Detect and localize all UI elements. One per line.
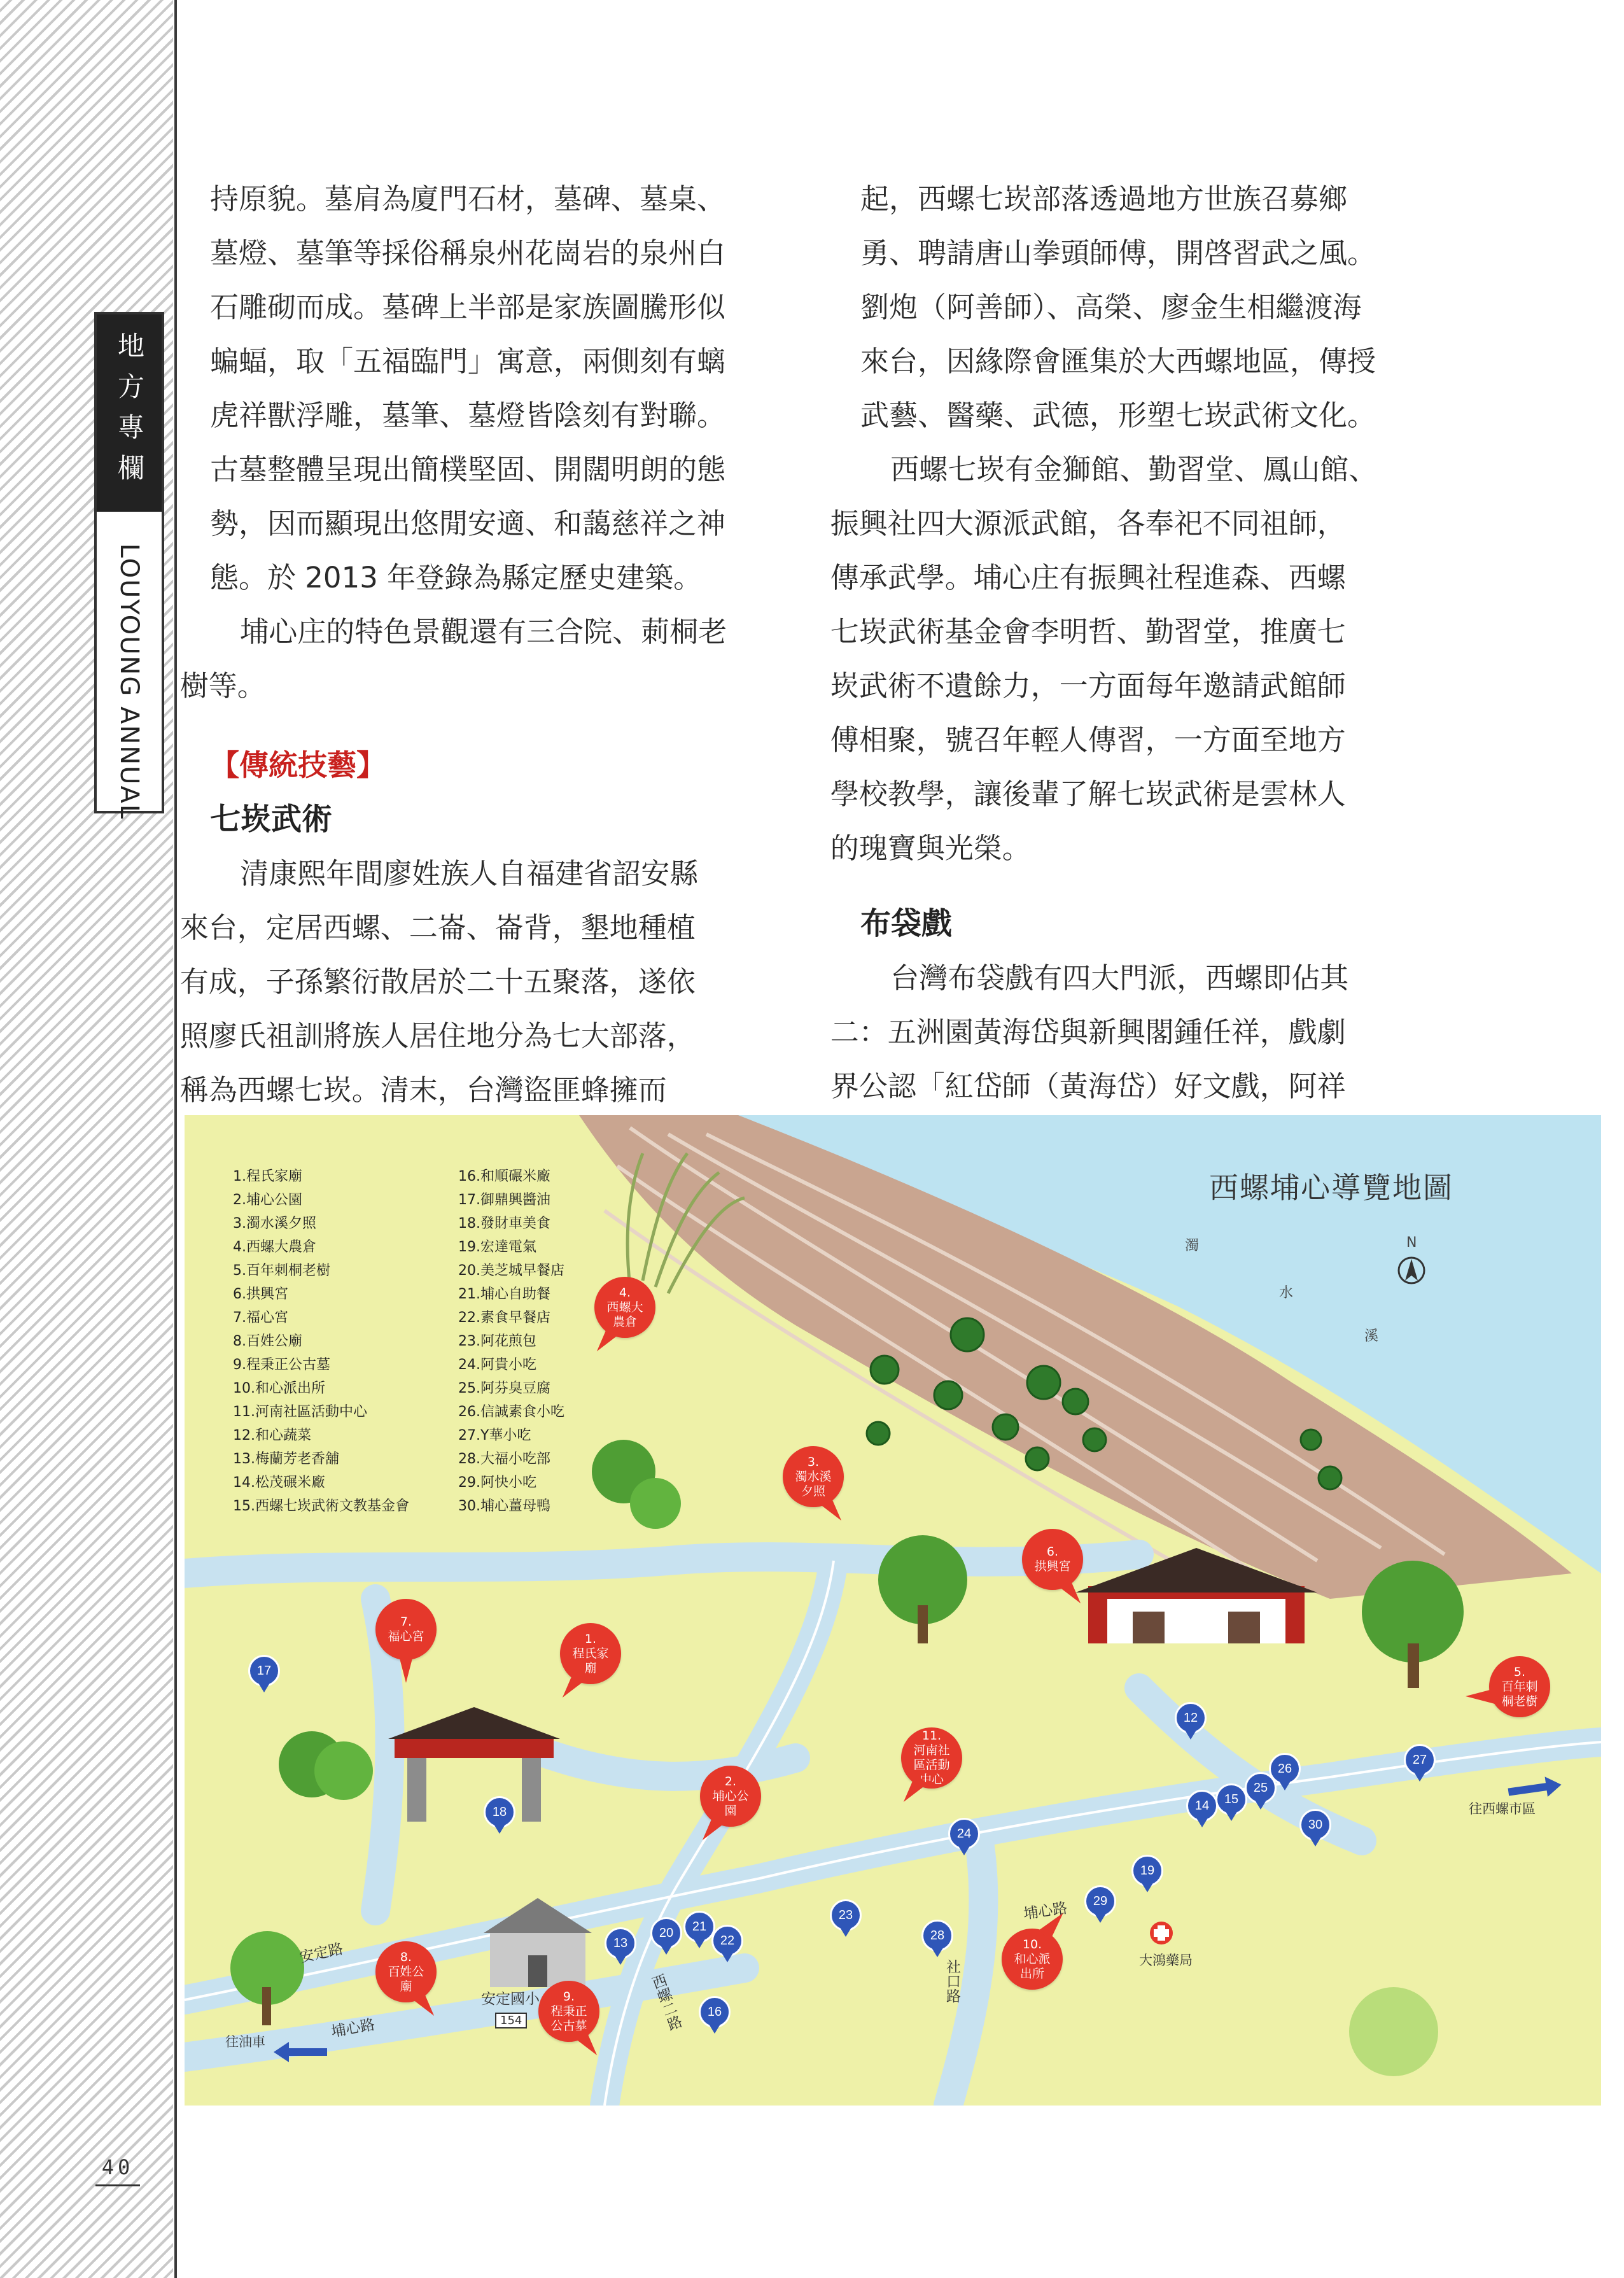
text-line: 墓燈、墓筆等採俗稱泉州花崗岩的泉州白 bbox=[210, 236, 726, 270]
column-tab bbox=[94, 312, 164, 820]
legend-item: 15.西螺七崁武術文教基金會 bbox=[233, 1498, 409, 1514]
left-paragraph-3 bbox=[179, 847, 821, 1117]
school-label: 安定國小 bbox=[481, 1991, 540, 2007]
text-line: 崁武術不遺餘力，一方面每年邀請武館師 bbox=[830, 669, 1346, 703]
river-label-char: 濁 bbox=[1185, 1238, 1200, 1254]
right-paragraph-2 bbox=[830, 442, 1471, 875]
legend-item: 14.松茂碾米廠 bbox=[233, 1475, 325, 1491]
north-label: N bbox=[1406, 1235, 1417, 1251]
text-line: 虎祥獸浮雕，墓筆、墓燈皆陰刻有對聯。 bbox=[210, 398, 726, 432]
text-line: 有成，子孫繁衍散居於二十五聚落，遂依 bbox=[179, 965, 696, 999]
text-line: 劉炮（阿善師）、高榮、廖金生相繼渡海 bbox=[860, 290, 1362, 324]
map-marker-26[interactable]: 26 bbox=[1269, 1753, 1301, 1785]
map-marker-30[interactable]: 30 bbox=[1299, 1809, 1331, 1841]
legend-item: 28.大福小吃部 bbox=[458, 1451, 550, 1467]
ancestral-hall-gate bbox=[388, 1707, 560, 1822]
map-pin-gongxing-temple[interactable] bbox=[1022, 1529, 1083, 1590]
legend-item: 7.福心宮 bbox=[233, 1310, 288, 1326]
text-line: 起，西螺七崁部落透過地方世族召募鄉 bbox=[860, 182, 1348, 216]
pin-label: 8. 百姓公廟 bbox=[388, 1950, 424, 1993]
text-line: 七崁武術基金會李明哲、勤習堂，推廣七 bbox=[830, 615, 1346, 649]
legend-item: 9.程秉正公古墓 bbox=[233, 1357, 330, 1373]
map-pin-old-coral-tree[interactable] bbox=[1489, 1656, 1550, 1717]
map-marker-27[interactable]: 27 bbox=[1404, 1744, 1436, 1776]
sub-heading-puppetry: 布袋戲 bbox=[860, 906, 953, 941]
right-paragraph-3 bbox=[830, 951, 1471, 1113]
text-line: 古墓整體呈現出簡樸堅固、開闊明朗的態 bbox=[210, 453, 726, 486]
right-paragraph-1 bbox=[860, 172, 1471, 442]
legend-item: 16.和順碾米廠 bbox=[458, 1169, 550, 1185]
river-label-char: 溪 bbox=[1364, 1328, 1379, 1344]
map-pin-henan-community-center[interactable] bbox=[901, 1727, 962, 1789]
legend-item: 5.百年刺桐老樹 bbox=[233, 1263, 330, 1279]
legend-item: 27.Y華小吃 bbox=[458, 1428, 531, 1444]
map-pin-river-sunset[interactable] bbox=[783, 1446, 844, 1507]
map-marker-24[interactable]: 24 bbox=[948, 1818, 980, 1850]
map-title: 西螺埔心導覽地圖 bbox=[1209, 1171, 1453, 1205]
pin-label: 2. 埔心公園 bbox=[712, 1774, 749, 1818]
map-marker-19[interactable]: 19 bbox=[1131, 1855, 1163, 1887]
margin-rule bbox=[174, 0, 177, 2278]
pin-label: 3. 濁水溪夕照 bbox=[795, 1454, 832, 1498]
legend-item: 1.程氏家廟 bbox=[233, 1169, 302, 1185]
legend-item: 4.西螺大農倉 bbox=[233, 1239, 316, 1255]
text-line: 傳承武學。埔心庄有振興社程進森、西螺 bbox=[830, 561, 1346, 594]
text-line: 二：五洲園黃海岱與新興閣鍾任祥，戲劇 bbox=[830, 1015, 1346, 1049]
map-marker-16[interactable]: 16 bbox=[699, 1996, 731, 2028]
pin-label: 10. 和心派出所 bbox=[1014, 1937, 1051, 1981]
text-line: 稱為西螺七崁。清末，台灣盜匪蜂擁而 bbox=[179, 1073, 667, 1107]
legend-item: 2.埔心公園 bbox=[233, 1192, 302, 1208]
page-number: 40 bbox=[95, 2150, 140, 2186]
legend-item: 17.御鼎興醬油 bbox=[458, 1192, 550, 1208]
legend-item: 20.美芝城早餐店 bbox=[458, 1263, 564, 1279]
map-pin-cheng-tomb[interactable] bbox=[538, 1981, 599, 2042]
legend-item: 26.信誠素食小吃 bbox=[458, 1404, 564, 1420]
text-line: 態。於 2013 年登錄為縣定歷史建築。 bbox=[210, 561, 703, 594]
map-marker-12[interactable]: 12 bbox=[1175, 1702, 1207, 1734]
road-label-anding: 安定路 bbox=[298, 1941, 345, 1966]
pin-label: 11. 河南社區活動中心 bbox=[913, 1729, 950, 1787]
text-line: 界公認「紅岱師（黃海岱）好文戲，阿祥 bbox=[830, 1069, 1346, 1103]
map-marker-20[interactable]: 20 bbox=[650, 1917, 682, 1949]
map-marker-22[interactable]: 22 bbox=[711, 1925, 743, 1957]
legend-item: 12.和心蔬菜 bbox=[233, 1428, 311, 1444]
text-line: 蝙蝠，取「五福臨門」寓意，兩側刻有螭 bbox=[210, 344, 726, 378]
text-line: 西螺七崁有金獅館、勤習堂、鳳山館、 bbox=[890, 453, 1378, 486]
map-marker-29[interactable]: 29 bbox=[1084, 1885, 1116, 1917]
left-paragraph-1 bbox=[210, 172, 821, 605]
column-tab-zh-text: 地方專欄 bbox=[114, 332, 145, 495]
map-pin-cheng-ancestral-hall[interactable] bbox=[560, 1623, 621, 1684]
legend-item: 10.和心派出所 bbox=[233, 1381, 325, 1396]
map-pin-fuxin-temple[interactable] bbox=[375, 1599, 437, 1660]
text-line: 勇、聘請唐山拳頭師傅，開啓習武之風。 bbox=[860, 236, 1376, 270]
route-154-sign: 154 bbox=[495, 2013, 527, 2028]
map-pin-hexin-police[interactable] bbox=[1002, 1929, 1063, 1990]
section-heading: 【傳統技藝】 bbox=[210, 748, 386, 782]
legend-item: 13.梅蘭芳老香舖 bbox=[233, 1451, 339, 1467]
map-marker-23[interactable]: 23 bbox=[830, 1899, 862, 1931]
road-label-puxin-left: 埔心路 bbox=[330, 2016, 377, 2041]
legend-item: 18.發財車美食 bbox=[458, 1216, 550, 1232]
map-marker-28[interactable]: 28 bbox=[921, 1920, 953, 1951]
river-label-char: 水 bbox=[1279, 1285, 1294, 1301]
pin-label: 4. 西螺大農倉 bbox=[606, 1285, 643, 1329]
map-pin-puxin-park[interactable] bbox=[700, 1766, 761, 1827]
legend-item: 30.埔心薑母鴨 bbox=[458, 1498, 550, 1514]
text-line: 持原貌。墓肩為廈門石材，墓碑、墓桌、 bbox=[210, 182, 726, 216]
text-line: 勢，因而顯現出悠閒安適、和藹慈祥之神 bbox=[210, 507, 726, 540]
road-label-puxin-right: 埔心路 bbox=[1022, 1900, 1068, 1923]
text-line: 武藝、醫藥、武德，形塑七崁武術文化。 bbox=[860, 398, 1376, 432]
text-line: 的瑰寶與光榮。 bbox=[830, 831, 1031, 865]
legend-item: 11.河南社區活動中心 bbox=[233, 1404, 367, 1420]
text-line: 台灣布袋戲有四大門派，西螺即佔其 bbox=[890, 961, 1349, 995]
text-line: 埔心庄的特色景觀還有三合院、莿桐老 bbox=[240, 615, 727, 649]
text-line: 照廖氏祖訓將族人居住地分為七大部落， bbox=[179, 1019, 696, 1053]
text-line: 石雕砌而成。墓碑上半部是家族圖騰形似 bbox=[210, 290, 726, 324]
legend-item: 21.埔心自助餐 bbox=[458, 1286, 550, 1302]
road-label-shekou: 社口路 bbox=[944, 1959, 960, 2003]
legend-item: 8.百姓公廟 bbox=[233, 1333, 302, 1349]
map-legend-col-2 bbox=[458, 1165, 564, 1518]
map-marker-13[interactable]: 13 bbox=[605, 1927, 636, 1959]
pin-label: 6. 拱興宮 bbox=[1034, 1545, 1071, 1573]
direction-label-youche: 往油車 bbox=[225, 2034, 265, 2049]
pharmacy-label: 大鴻藥局 bbox=[1139, 1953, 1193, 1968]
map-marker-25[interactable]: 25 bbox=[1245, 1772, 1277, 1804]
pharmacy-cross-icon bbox=[1150, 1922, 1173, 1944]
sub-heading-martial-arts: 七崁武術 bbox=[210, 801, 333, 837]
map-marker-21[interactable]: 21 bbox=[683, 1911, 715, 1943]
pin-label: 7. 福心宮 bbox=[388, 1615, 424, 1643]
direction-label-xiluo: 往西螺市區 bbox=[1469, 1801, 1536, 1817]
column-tab-en: LOUYOUNG ANNUAL bbox=[115, 543, 144, 820]
column-tab-zh bbox=[97, 314, 162, 512]
left-paragraph-2 bbox=[179, 605, 821, 713]
text-line: 來台，定居西螺、二崙、崙背，墾地種植 bbox=[179, 911, 696, 945]
legend-item: 24.阿貴小吃 bbox=[458, 1357, 536, 1373]
text-line: 振興社四大源派武館，各奉祀不同祖師， bbox=[830, 507, 1346, 540]
pin-label: 1. 程氏家廟 bbox=[572, 1631, 609, 1675]
road-label-xiluo-2nd: 西螺二路 bbox=[648, 1972, 683, 2033]
legend-item: 3.濁水溪夕照 bbox=[233, 1216, 316, 1232]
map-pin-baixing-temple[interactable] bbox=[375, 1941, 437, 2002]
legend-item: 23.阿花煎包 bbox=[458, 1333, 536, 1349]
map-marker-17[interactable]: 17 bbox=[248, 1655, 280, 1687]
map-marker-18[interactable]: 18 bbox=[484, 1796, 515, 1828]
map-marker-14[interactable]: 14 bbox=[1186, 1790, 1218, 1822]
legend-item: 29.阿快小吃 bbox=[458, 1475, 536, 1491]
map-legend-col-1 bbox=[233, 1165, 409, 1518]
right-text-column bbox=[830, 172, 1471, 1113]
legend-item: 25.阿芬臭豆腐 bbox=[458, 1381, 550, 1396]
map-marker-15[interactable]: 15 bbox=[1215, 1783, 1247, 1815]
pin-label: 5. 百年刺桐老樹 bbox=[1501, 1664, 1538, 1708]
text-line: 學校教學，讓後輩了解七崁武術是雲林人 bbox=[830, 777, 1346, 811]
legend-item: 19.宏達電氣 bbox=[458, 1239, 536, 1255]
left-text-column bbox=[179, 172, 821, 1117]
legend-item: 6.拱興宮 bbox=[233, 1286, 288, 1302]
text-line: 來台，因緣際會匯集於大西螺地區，傳授 bbox=[860, 344, 1376, 378]
map-pin-xiluo-granary[interactable] bbox=[594, 1277, 655, 1338]
guide-map bbox=[185, 1115, 1601, 2106]
pin-label: 9. 程秉正公古墓 bbox=[550, 1989, 587, 2033]
text-line: 傅相聚，號召年輕人傳習，一方面至地方 bbox=[830, 723, 1346, 757]
text-line: 清康熙年間廖姓族人自福建省詔安縣 bbox=[240, 857, 699, 890]
text-line: 樹等。 bbox=[179, 669, 266, 703]
legend-item: 22.素食早餐店 bbox=[458, 1310, 550, 1326]
